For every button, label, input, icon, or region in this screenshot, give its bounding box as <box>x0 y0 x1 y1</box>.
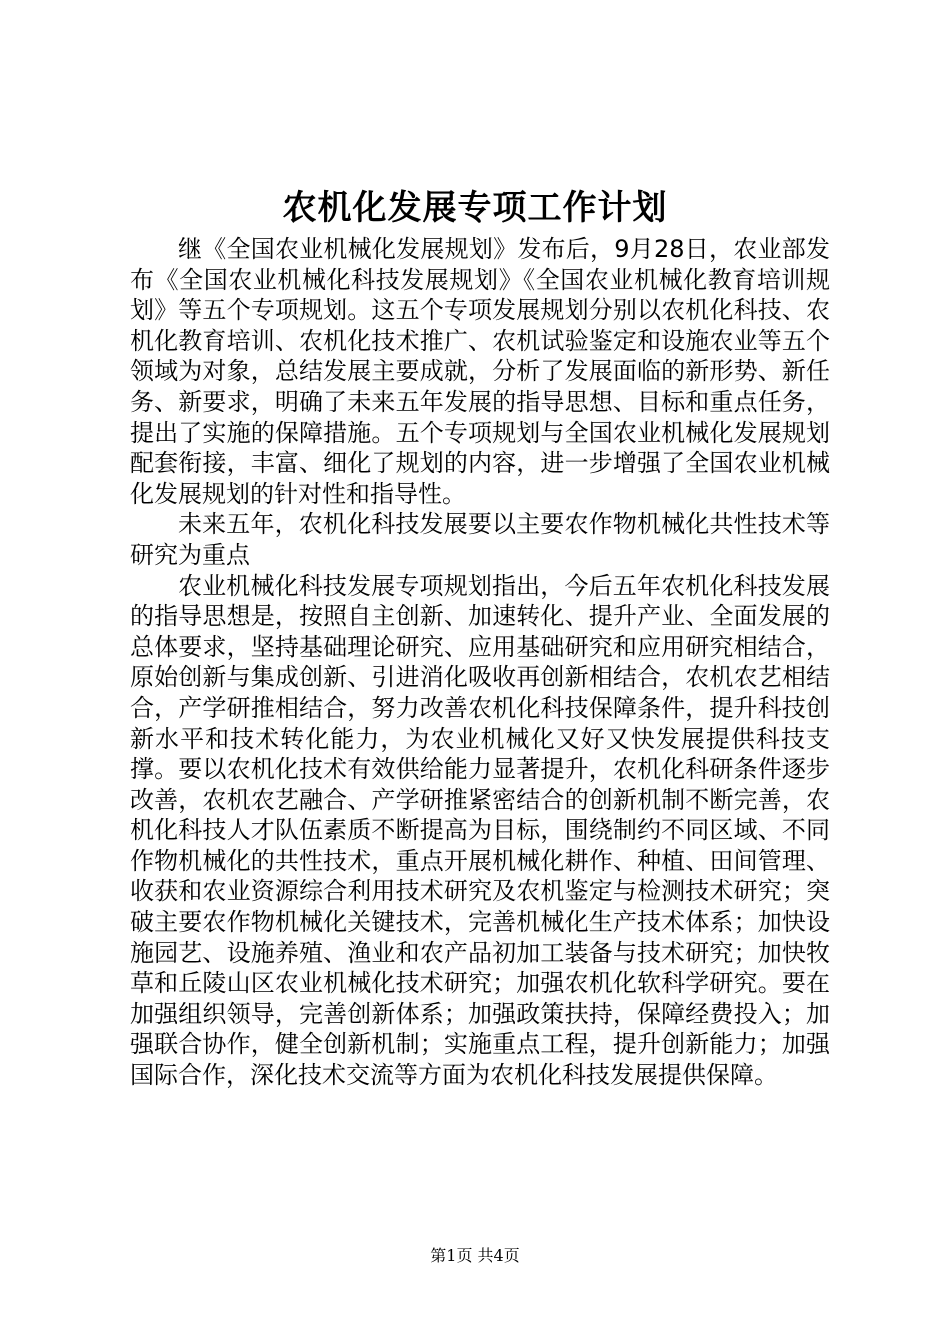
paragraph-intro: 继《全国农业机械化发展规划》发布后，9月28日，农业部发布《全国农业机械化科技发展规划》《全国农业机械化教育培训规划》等五个专项规划。这五个专项发展规划分别以农机化科技、农机化教育培训、农机化技术推广、农机试验鉴定和设施农业等五个领域为对象，总结发展主要成就，分析了发展面临的新形势、新任务、新要求，明确了未来五年发展的指导思想、目标和重点任务，提出了实施的保障措施。五个专项规划与全国农业机械化发展规划配套衔接，丰富、细化了规划的内容，进一步增强了全国农业机械化发展规划的针对性和指导性。 <box>130 235 830 508</box>
paragraph-plan-details: 农业机械化科技发展专项规划指出，今后五年农机化科技发展的指导思想是，按照自主创新、加速转化、提升产业、全面发展的总体要求，坚持基础理论研究、应用基础研究和应用研究相结合，原始创新与集成创新、引进消化吸收再创新相结合，农机农艺相结合，产学研推相结合，努力改善农机化科技保障条件，提升科技创新水平和技术转化能力，为农业机械化又好又快发展提供科技支撑。要以农机化技术有效供给能力显著提升，农机化科研条件逐步改善，农机农艺融合、产学研推紧密结合的创新机制不断完善，农机化科技人才队伍素质不断提高为目标，围绕制约不同区域、不同作物机械化的共性技术，重点开展机械化耕作、种植、田间管理、收获和农业资源综合利用技术研究及农机鉴定与检测技术研究；突破主要农作物机械化关键技术，完善机械化生产技术体系；加快设施园艺、设施养殖、渔业和农产品初加工装备与技术研究；加快牧草和丘陵山区农业机械化技术研究；加强农机化软科学研究。要在加强组织领导，完善创新体系；加强政策扶持，保障经费投入；加强联合协作，健全创新机制；实施重点工程，提升创新能力；加强国际合作，深化技术交流等方面为农机化科技发展提供保障。 <box>130 571 830 1090</box>
paragraph-heading: 未来五年，农机化科技发展要以主要农作物机械化共性技术等研究为重点 <box>130 510 830 569</box>
document-body <box>130 234 830 1091</box>
page-footer: 第1页 共4页 <box>430 1246 520 1265</box>
document-title: 农机化发展专项工作计划 <box>282 188 668 228</box>
